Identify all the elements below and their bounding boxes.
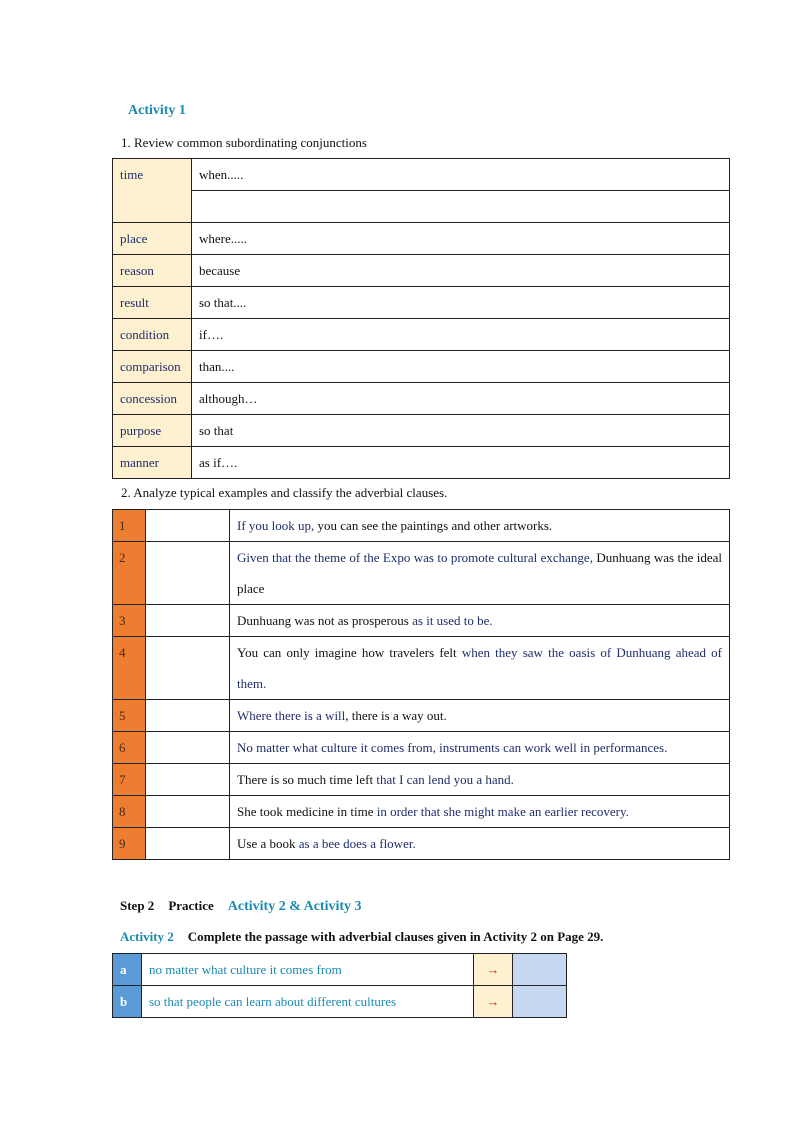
- table-row: [113, 764, 730, 796]
- sentence-start: She took medicine in time: [237, 804, 377, 819]
- clause-highlight: No matter what culture it comes from,: [237, 740, 436, 755]
- sentence-start: Dunhuang was not as prosperous: [237, 613, 413, 628]
- conj-type: result: [113, 287, 192, 319]
- example-number: 7: [113, 764, 146, 796]
- activity2-instruction: Complete the passage with adverbial clauses given in Activity 2 on Page 29.: [187, 929, 604, 944]
- conj-type: place: [113, 223, 192, 255]
- clause-highlight: as a bee does a flower.: [298, 836, 416, 851]
- example-number: 6: [113, 732, 146, 764]
- table-row: [113, 319, 730, 351]
- example-sentence: [230, 828, 730, 860]
- conj-example: where.....: [192, 223, 730, 255]
- example-number: 1: [113, 510, 146, 542]
- table-row: [113, 796, 730, 828]
- table-row: [113, 255, 730, 287]
- table-row: [113, 605, 730, 637]
- arrow-icon: →: [474, 986, 513, 1018]
- clause-highlight: If you look up,: [237, 518, 315, 533]
- table-row: [113, 986, 567, 1018]
- answer-blank[interactable]: [513, 986, 567, 1018]
- sentence-rest: , there is a way out.: [345, 708, 447, 723]
- example-sentence: [230, 700, 730, 732]
- classification-blank[interactable]: [146, 796, 230, 828]
- table-row: [113, 287, 730, 319]
- part2-title: 2. Analyze typical examples and classify the adverbial clauses.: [121, 485, 448, 500]
- table-row: [113, 447, 730, 479]
- example-number: 8: [113, 796, 146, 828]
- examples-table: [112, 509, 730, 860]
- clause-phrase: so that people can learn about different cultures: [142, 986, 474, 1018]
- clause-highlight: in order that she might make an earlier recovery.: [376, 804, 629, 819]
- example-number: 2: [113, 542, 146, 605]
- classification-blank[interactable]: [146, 764, 230, 796]
- table-row: [113, 954, 567, 986]
- sentence-start: Use a book: [237, 836, 299, 851]
- conj-type: time: [113, 159, 192, 223]
- row-key: a: [113, 954, 142, 986]
- example-number: 4: [113, 637, 146, 700]
- conj-type: purpose: [113, 415, 192, 447]
- classification-blank[interactable]: [146, 700, 230, 732]
- table-row: [113, 510, 730, 542]
- example-number: 9: [113, 828, 146, 860]
- table-row: [113, 191, 730, 223]
- activity2-table: [112, 953, 567, 1018]
- table-row: [113, 383, 730, 415]
- row-key: b: [113, 986, 142, 1018]
- example-sentence: [230, 510, 730, 542]
- example-sentence: [230, 542, 730, 605]
- classification-blank[interactable]: [146, 510, 230, 542]
- answer-blank[interactable]: [513, 954, 567, 986]
- example-sentence: [230, 637, 730, 700]
- example-sentence: [230, 764, 730, 796]
- arrow-icon: →: [474, 954, 513, 986]
- sentence-rest: you can see the paintings and other artworks.: [314, 518, 553, 533]
- conj-example-blank: [192, 191, 730, 223]
- activity1-heading: Activity 1: [128, 103, 186, 118]
- clause-highlight: Where there is a will: [237, 708, 346, 723]
- classification-blank[interactable]: [146, 828, 230, 860]
- conj-example: as if….: [192, 447, 730, 479]
- conj-example: so that: [192, 415, 730, 447]
- table-row: [113, 159, 730, 191]
- conjunctions-table: [112, 158, 730, 479]
- classification-blank[interactable]: [146, 542, 230, 605]
- step2-heading: [120, 898, 362, 915]
- activity2-heading: [120, 929, 603, 945]
- example-number: 3: [113, 605, 146, 637]
- table-row: [113, 542, 730, 605]
- table-row: [113, 351, 730, 383]
- conj-type: reason: [113, 255, 192, 287]
- conj-example: if….: [192, 319, 730, 351]
- conj-example: although…: [192, 383, 730, 415]
- classification-blank[interactable]: [146, 732, 230, 764]
- activity2-label: Activity 2: [120, 929, 174, 944]
- practice-label: Practice: [168, 898, 214, 913]
- table-row: [113, 828, 730, 860]
- step-label: Step 2: [120, 898, 155, 913]
- clause-phrase: no matter what culture it comes from: [142, 954, 474, 986]
- clause-highlight: when they saw the oasis of Dunhuang ahead of them.: [237, 645, 723, 691]
- table-row: [113, 732, 730, 764]
- sentence-start: You can only imagine how travelers felt: [237, 645, 462, 660]
- conj-type: manner: [113, 447, 192, 479]
- table-row: [113, 223, 730, 255]
- example-sentence: [230, 605, 730, 637]
- conj-example: because: [192, 255, 730, 287]
- table-row: [113, 637, 730, 700]
- conj-type: condition: [113, 319, 192, 351]
- example-number: 5: [113, 700, 146, 732]
- conj-example: than....: [192, 351, 730, 383]
- example-sentence: [230, 796, 730, 828]
- clause-highlight: as it used to be.: [412, 613, 493, 628]
- conj-example: so that....: [192, 287, 730, 319]
- sentence-start: There is so much time left: [237, 772, 377, 787]
- clause-highlight: Given that the theme of the Expo was to promote cultural exchange,: [237, 550, 593, 565]
- conj-type: concession: [113, 383, 192, 415]
- table-row: [113, 415, 730, 447]
- classification-blank[interactable]: [146, 605, 230, 637]
- example-sentence: [230, 732, 730, 764]
- conj-example: when.....: [192, 159, 730, 191]
- classification-blank[interactable]: [146, 637, 230, 700]
- activities-label: Activity 2 & Activity 3: [227, 899, 362, 914]
- table-row: [113, 700, 730, 732]
- sentence-rest: Dunhuang was the ideal place: [237, 550, 722, 596]
- sentence-rest: instruments can work well in performances.: [435, 740, 668, 755]
- conj-type: comparison: [113, 351, 192, 383]
- part1-title: 1. Review common subordinating conjunctions: [121, 135, 367, 150]
- clause-highlight: that I can lend you a hand.: [376, 772, 514, 787]
